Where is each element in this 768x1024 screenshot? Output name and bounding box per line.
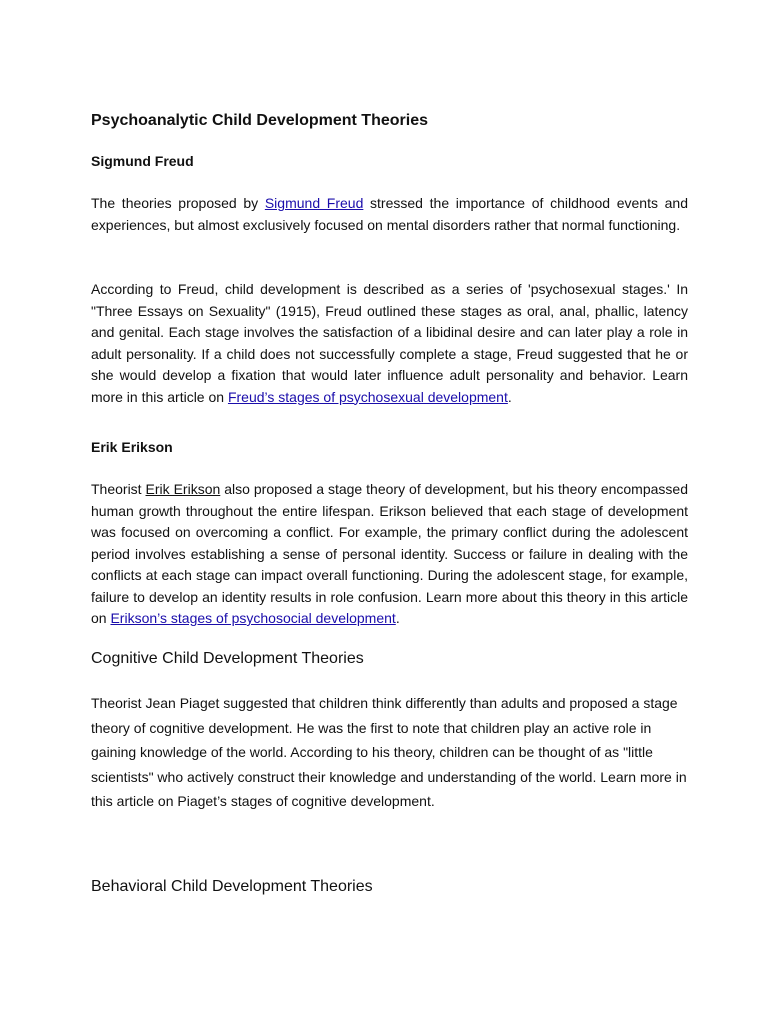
erikson-paragraph [91,479,688,630]
freud-p2-text-after: . [507,388,512,405]
erikson-p1-text-after: . [395,610,400,626]
freud-paragraph-2 [91,279,688,408]
freud-p1-text-after: stressed the importance of childhood events and experiences, but almost exclusively focused on mental disorders rather that normal functioning. [91,195,689,233]
freud-p1-text-before: The theories proposed by [91,195,265,211]
cognitive-heading: Cognitive Child Development Theories [91,650,364,667]
erikson-p1-text-middle: also proposed a stage theory of development, but his theory encompassed human growth throughout the entire lifespan. Erikson believed that each stage of development was focused on overcoming a conflict. For example, the primary conflict during the adolescent period involves establishing a sense of personal identity. Success or failure in dealing with the conflicts at each stage can impact overall functioning. During the adolescent stage, for example, failure to develop an identity results in role confusion. Learn more about this theory in this article on [91,481,688,626]
erikson-p1-text-before: Theorist [91,481,146,497]
sigmund-freud-link[interactable]: Sigmund Freud [264,195,364,211]
psychosexual-stages-link[interactable]: Freud’s stages of psychosexual development [227,388,508,405]
freud-paragraph-1 [91,193,688,236]
behavioral-heading: Behavioral Child Development Theories [91,878,373,895]
page-title: Psychoanalytic Child Development Theories [91,112,428,129]
erik-erikson-link[interactable]: Erik Erikson [145,481,221,497]
erikson-heading: Erik Erikson [91,439,173,455]
psychosocial-stages-link[interactable]: Erikson’s stages of psychosocial development [110,610,396,626]
cognitive-paragraph: Theorist Jean Piaget suggested that children think differently than adults and proposed a stage theory of cognitive development. He was the first to note that children play an active role in gaining knowledge of the world. According to his theory, children can be thought of as "little scientists" who actively construct their knowledge and understanding of the world. Learn more in this article on Piaget’s stages of cognitive development. [91,695,687,809]
freud-heading: Sigmund Freud [91,153,194,169]
freud-p2-text-before: According to Freud, child development is described as a series of 'psychosexual stages.' In "Three Essays on Sexuality" (1915), Freud outlined these stages as oral, anal, phallic, latency and genital. Each stage involves the satisfaction of a libidinal desire and can later play a role in adult personality. If a child does not successfully complete a stage, Freud suggested that he or she would develop a fixation that would later influence adult personality and behavior. Learn more in this article on [91,281,688,405]
